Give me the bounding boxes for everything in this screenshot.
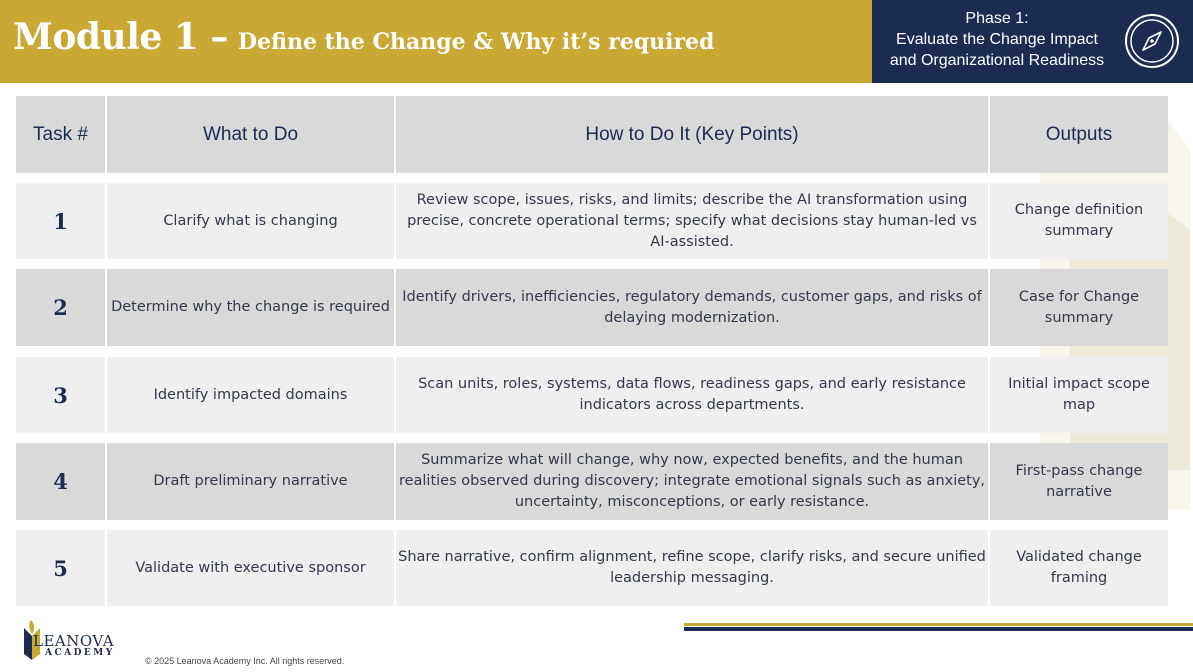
logo-subtitle: ACADEMY [45, 648, 115, 658]
table-row [16, 357, 1168, 433]
table-row [16, 530, 1168, 606]
phase-text [872, 8, 1122, 71]
phase-title-line1: Evaluate the Change Impact [896, 31, 1098, 48]
module-title: Module 1 – [13, 16, 228, 58]
task-number: 2 [16, 269, 105, 346]
copyright-text: © 2025 Leanova Academy Inc. All rights reserved. [145, 656, 345, 666]
task-how: Scan units, roles, systems, data flows, readiness gaps, and early resistance indicators across departments. [396, 357, 988, 433]
table-header-row [16, 96, 1168, 173]
table-row [16, 443, 1168, 520]
phase-title-line2: and Organizational Readiness [889, 52, 1105, 69]
task-number: 5 [16, 530, 105, 606]
compass-icon [1124, 13, 1180, 69]
header-band [0, 0, 872, 83]
task-number: 1 [16, 183, 105, 259]
task-what: Validate with executive sponsor [107, 530, 394, 606]
phase-label: Phase 1: [965, 10, 1029, 27]
header-task-number: Task # [16, 96, 105, 173]
task-what: Determine why the change is required [107, 269, 394, 346]
header-how-to-do-it: How to Do It (Key Points) [396, 96, 988, 173]
task-output: Initial impact scope map [990, 357, 1168, 433]
task-number: 4 [16, 443, 105, 520]
task-how: Identify drivers, inefficiencies, regulatory demands, customer gaps, and risks of delaying modernization. [396, 269, 988, 346]
task-number: 3 [16, 357, 105, 433]
task-output: Validated change framing [990, 530, 1168, 606]
task-how: Share narrative, confirm alignment, refine scope, clarify risks, and secure unified leadership messaging. [396, 530, 988, 606]
task-output: Case for Change summary [990, 269, 1168, 346]
phase-banner [872, 0, 1193, 83]
table-row [16, 269, 1168, 346]
task-what: Draft preliminary narrative [107, 443, 394, 520]
task-what: Identify impacted domains [107, 357, 394, 433]
logo-name: LEANOVA [33, 632, 115, 650]
task-output: Change definition summary [990, 183, 1168, 259]
task-what: Clarify what is changing [107, 183, 394, 259]
header-what-to-do: What to Do [107, 96, 394, 173]
module-subtitle: Define the Change & Why it’s required [237, 29, 715, 55]
task-output: First-pass change narrative [990, 443, 1168, 520]
table-row [16, 183, 1168, 259]
footer-divider-gold [684, 623, 1193, 626]
task-how: Review scope, issues, risks, and limits; describe the AI transformation using precise, concrete operational terms; specify what decisions stay human-led vs AI-assisted. [396, 183, 988, 259]
header-outputs: Outputs [990, 96, 1168, 173]
footer-divider-navy [684, 627, 1193, 631]
task-how: Summarize what will change, why now, expected benefits, and the human realities observed during discovery; integrate emotional signals such as anxiety, uncertainty, misconceptions, or early resistance. [396, 443, 988, 520]
